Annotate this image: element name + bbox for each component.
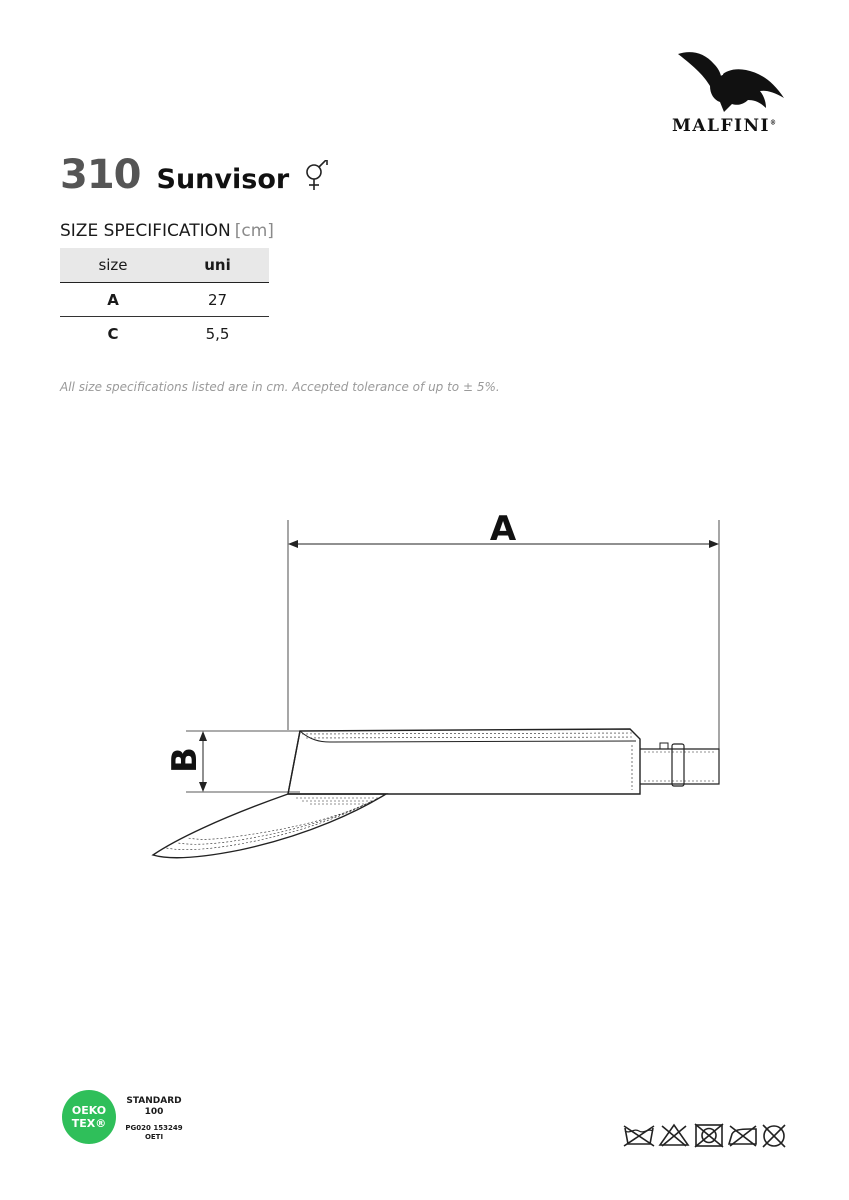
no-tumble-dry-icon [695,1124,723,1147]
spec-heading-text: SIZE SPECIFICATION [60,221,231,241]
brand-name: MALFINI [672,116,770,136]
column-header-uni: uni [166,248,269,283]
row-value: 27 [166,283,269,317]
no-iron-icon [729,1126,756,1146]
no-dry-clean-icon [763,1125,785,1147]
oeko-line2: TEX® [71,1117,107,1130]
visor-brim [153,794,386,858]
no-bleach-icon [660,1125,688,1146]
oeko-standard [122,1096,186,1118]
certificate-code: PG020 153249 [125,1124,183,1132]
oeko-tex-label [62,1090,202,1150]
no-wash-icon [624,1126,654,1146]
row-label: C [107,324,119,343]
care-icons [622,1122,792,1150]
strap-buckle [672,744,684,786]
tolerance-note: All size specifications listed are in cm. Accepted tolerance of up to ± 5%. [60,380,500,394]
oeko-tex-badge [62,1090,116,1144]
standard-number: 100 [144,1107,164,1117]
dimension-a-label: A [489,509,517,549]
row-value: 5,5 [205,324,230,343]
standard-text: STANDARD [126,1096,182,1106]
dimension-b-label: B [165,747,205,773]
spec-unit: [cm] [234,221,274,241]
institute-code: OETI [144,1133,164,1141]
row-label: A [60,283,166,317]
product-number: 310 [60,152,141,198]
brand-reg: ® [769,119,778,127]
column-header-size: size [60,248,166,283]
strap [640,749,719,784]
visor-band [288,729,640,794]
oeko-line1: OEKO [71,1104,107,1117]
product-name: Sunvisor [156,164,290,195]
oeko-codes [122,1124,186,1142]
